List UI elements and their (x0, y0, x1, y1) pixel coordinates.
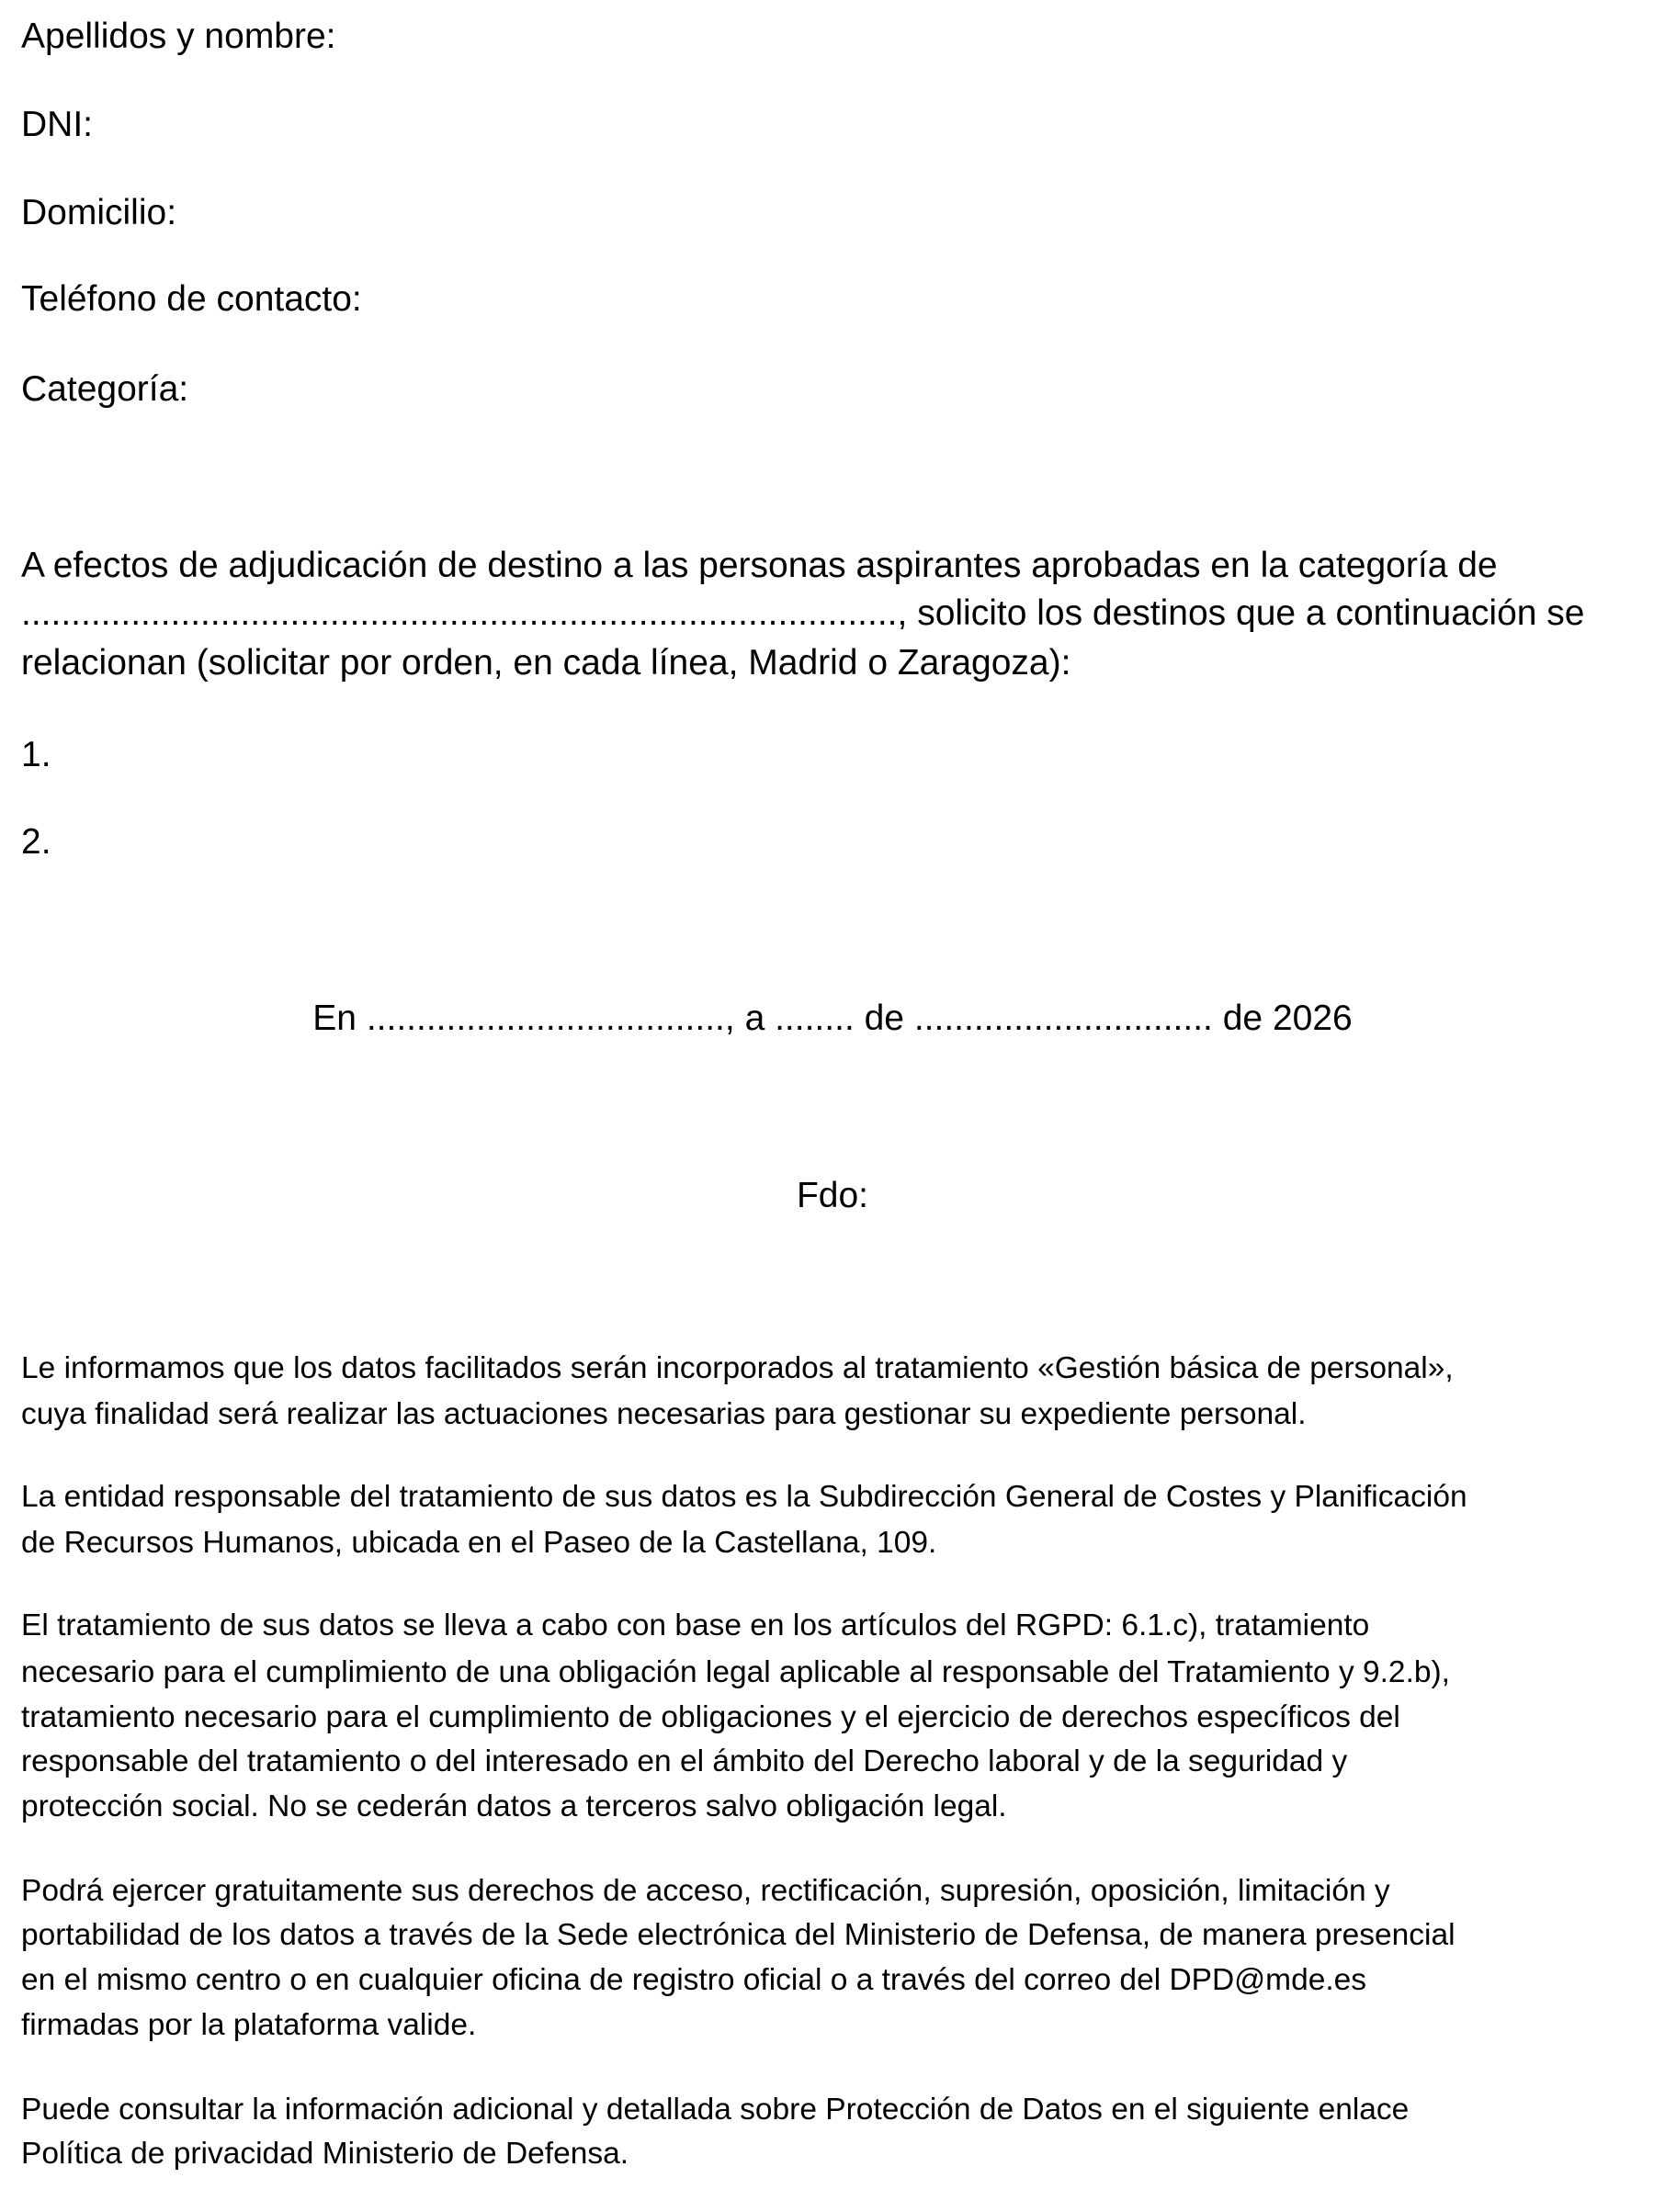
request-line: relacionan (solicitar por orden, en cada línea, Madrid o Zaragoza): (21, 643, 1071, 683)
destination-item-2: 2. (21, 822, 51, 862)
privacy-line: protección social. No se cederán datos a terceros salvo obligación legal. (21, 1789, 1007, 1823)
privacy-policy-link-line[interactable]: Política de privacidad Ministerio de Defensa. (21, 2137, 629, 2171)
privacy-line: portabilidad de los datos a través de la Sede electrónica del Ministerio de Defensa, de manera presencial (21, 1918, 1455, 1952)
privacy-line: firmadas por la plataforma valide. (21, 2008, 477, 2042)
request-line: A efectos de adjudicación de destino a las personas aspirantes aprobadas en la categoría de (21, 546, 1498, 585)
privacy-line: tratamiento necesario para el cumplimiento de obligaciones y el ejercicio de derechos específicos del (21, 1700, 1400, 1734)
dni-label: DNI: (21, 105, 93, 144)
privacy-line: Le informamos que los datos facilitados serán incorporados al tratamiento «Gestión básica de personal», (21, 1351, 1454, 1385)
address-label: Domicilio: (21, 193, 177, 232)
privacy-line: cuya finalidad será realizar las actuaciones necesarias para gestionar su expediente personal. (21, 1397, 1307, 1431)
phone-label: Teléfono de contacto: (21, 279, 362, 319)
category-label: Categoría: (21, 369, 189, 409)
privacy-line: necesario para el cumplimiento de una obligación legal aplicable al responsable del Tratamiento y 9.2.b), (21, 1655, 1450, 1689)
privacy-line: Podrá ejercer gratuitamente sus derechos de acceso, rectificación, supresión, oposición, limitación y (21, 1874, 1390, 1908)
privacy-line: La entidad responsable del tratamiento de sus datos es la Subdirección General de Costes y Planificación (21, 1480, 1467, 1514)
request-line: ........................................................................................, solicito los destinos que a continuación se (21, 593, 1585, 633)
signature-label: Fdo: (796, 1176, 869, 1215)
privacy-line: en el mismo centro o en cualquier oficina de registro oficial o a través del correo del DPD@mde.es (21, 1963, 1367, 1997)
place-date-line: En ...................................., a ........ de .............................. de 2026 (312, 999, 1353, 1038)
privacy-line: responsable del tratamiento o del interesado en el ámbito del Derecho laboral y de la seguridad y (21, 1744, 1348, 1778)
privacy-line: El tratamiento de sus datos se lleva a cabo con base en los artículos del RGPD: 6.1.c), tratamiento (21, 1608, 1370, 1642)
destination-item-1: 1. (21, 735, 51, 774)
privacy-line: Puede consultar la información adicional y detallada sobre Protección de Datos en el siguiente enlace (21, 2093, 1410, 2127)
name-label: Apellidos y nombre: (21, 17, 336, 56)
privacy-line: de Recursos Humanos, ubicada en el Paseo de la Castellana, 109. (21, 1526, 937, 1560)
